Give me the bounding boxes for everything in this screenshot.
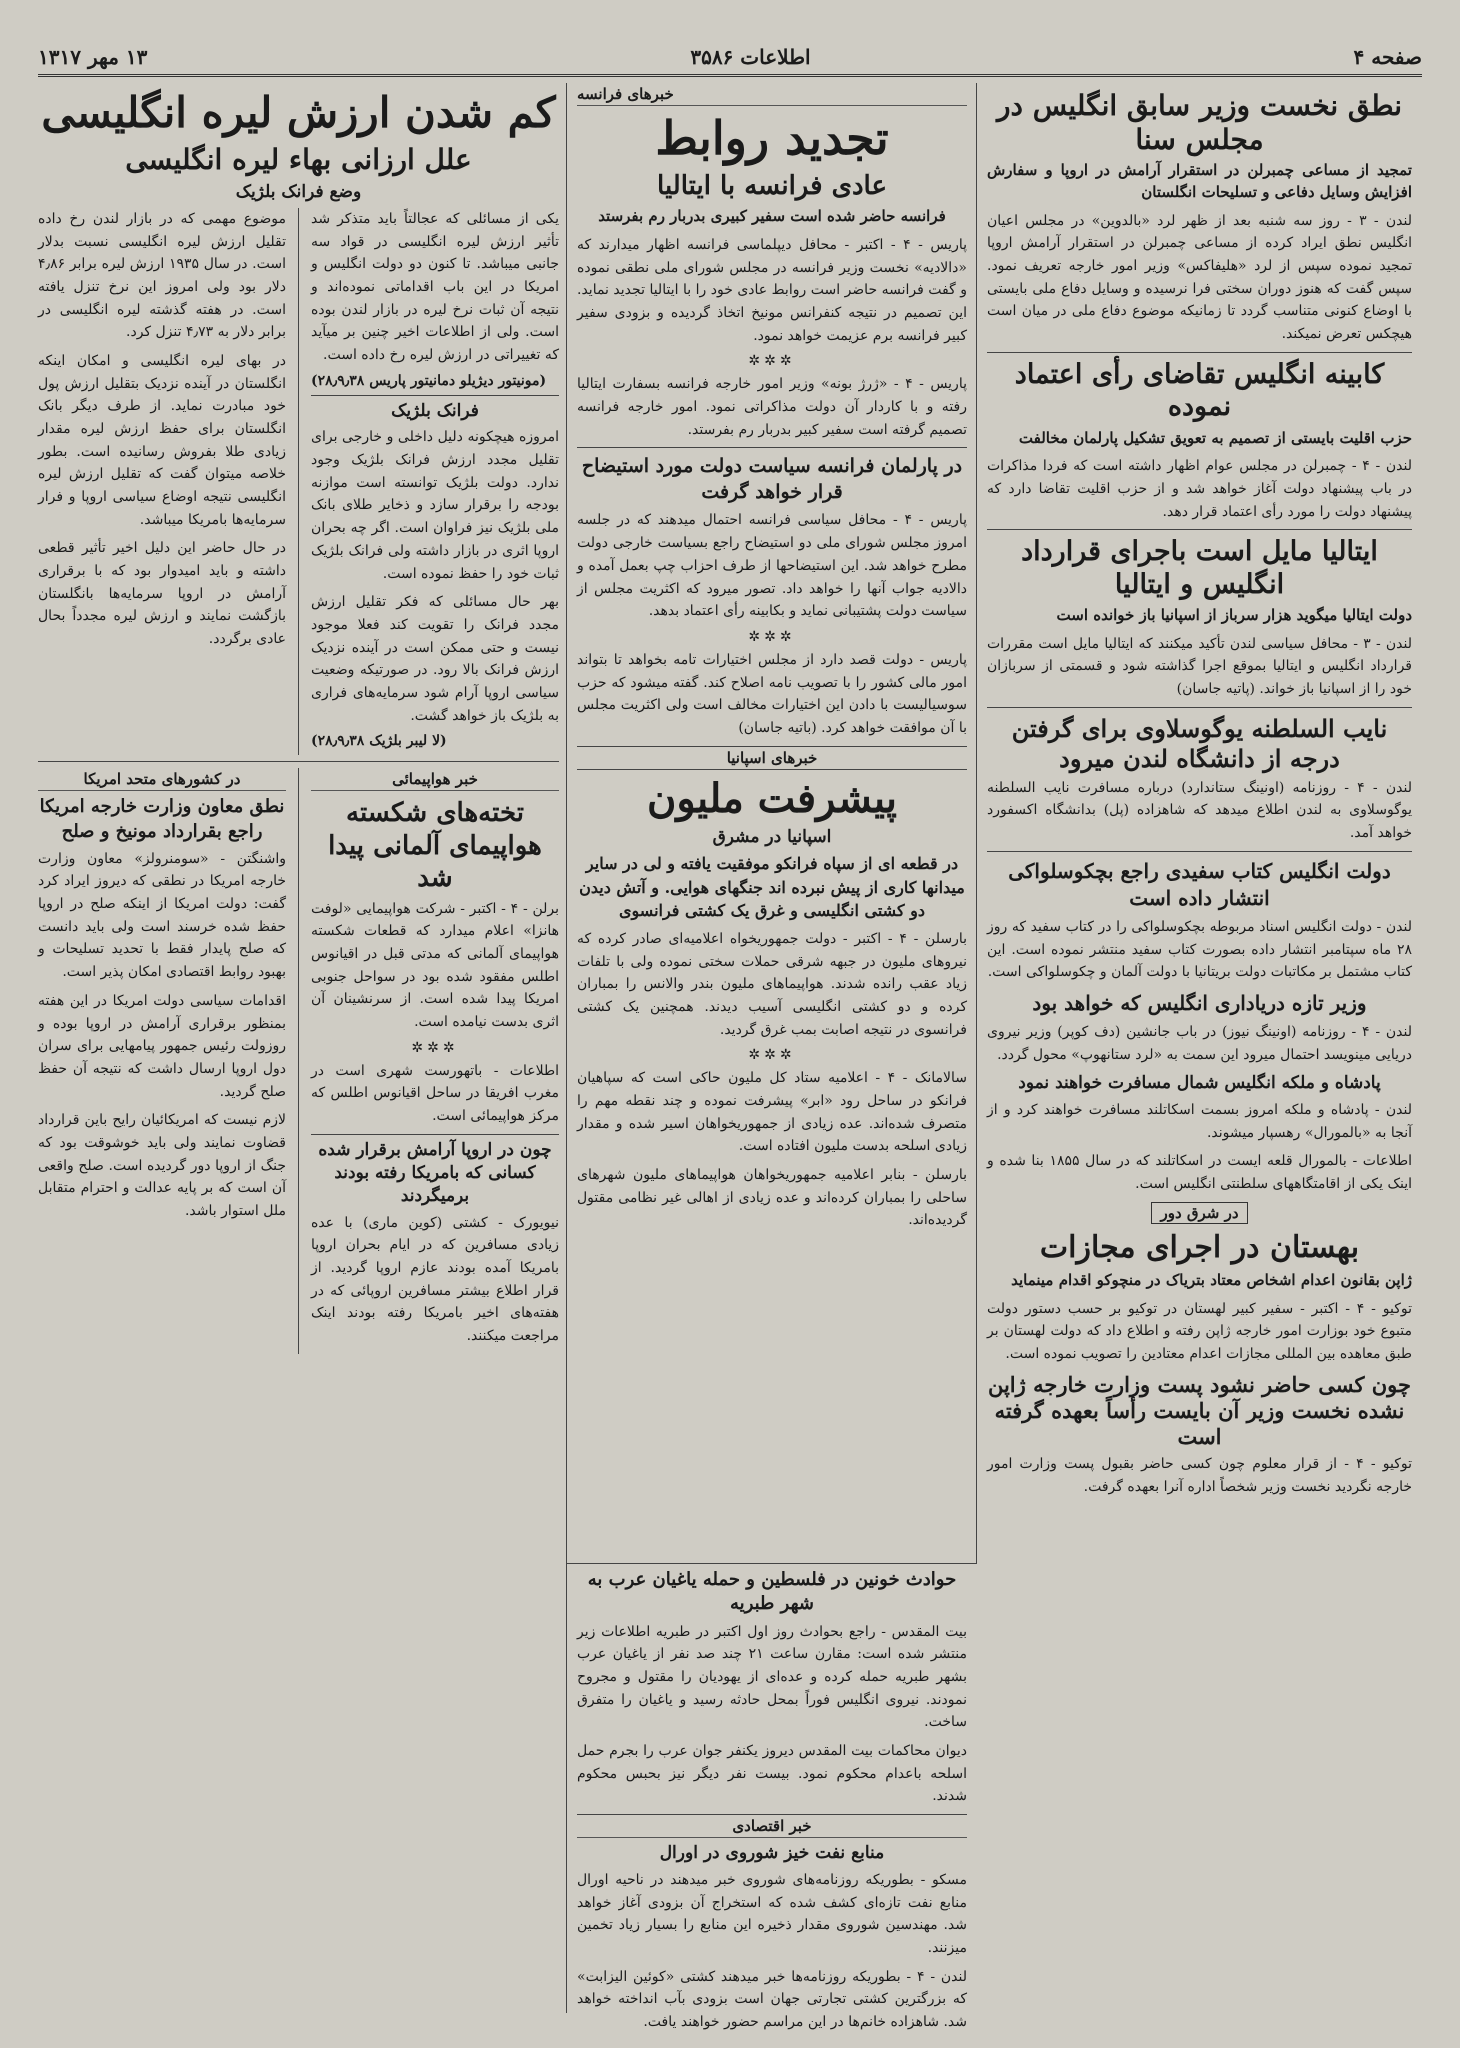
article-body: لندن - ۴ - روزنامه (اونینگ ستاندارد) درباره مسافرت نایب السلطنه یوگوسلاوی به لندن اطلاع میدهد که شاهزاده (پل) بدانشگاه اکسفورد خواهد آمد. xyxy=(987,779,1412,842)
finance-subcol xyxy=(311,208,559,755)
article-headline: ایتالیا مایل است باجرای قرارداد انگلیس و ایتالیا xyxy=(987,529,1412,601)
separator-stars: ✲✲✲ xyxy=(748,353,796,370)
article-subheadline: اسپانیا در مشرق xyxy=(712,826,832,847)
article-headline: چون کسی حاضر نشود پست وزارت خارجه ژاپن نشده نخست وزیر آن بایست رأساً بعهده گرفته است xyxy=(987,1371,1412,1450)
article-body: لندن - ۳ - روز سه شنبه بعد از ظهر لرد «بالدوین» در مجلس اعیان انگلیس نطق ایراد کرده از مساعی چمبرلن در استقرار آرامش اروپا تمجید نموده سپس از لرد «هلیفاکس» وزیر امور خارجه تعریف نمود. سپس گفت که هنوز دوران سختی فرا نرسیده و وسایل دفاع ملی بایستی با اوضاع کنونی متناسب گردد تا زمانیکه موضوع دفاع ملی در میان است هیچکس تعرض نمیکند. xyxy=(987,212,1412,343)
column-grid xyxy=(38,83,1422,2030)
lower-two-col xyxy=(38,768,559,1353)
separator-stars: ✲✲✲ xyxy=(411,1039,459,1056)
article-headline: دولت انگلیس کتاب سفیدی راجع بچکوسلواکی انتشار داده است xyxy=(987,851,1412,912)
article-note: اطلاعات - بالمورال قلعه ایست در اسکاتلند که در سال ۱۸۵۵ بنا شده و اینک یکی از اقامتگاههای سلطنتی انگلیس است. xyxy=(987,1153,1412,1193)
article-lede: فرانسه حاضر شده است سفیر کبیری بدربار رم بفرستد xyxy=(598,207,946,226)
article-headline: وزیر تازه دریاداری انگلیس که خواهد بود xyxy=(1032,990,1367,1015)
article-subheadline: عادی فرانسه با ایتالیا xyxy=(657,170,887,201)
separator-stars: ✲✲✲ xyxy=(748,628,796,645)
article-body: توکیو - ۴ - از قرار معلوم چون کسی حاضر بقبول پست وزارت امور خارجه نگردید نخست وزیر شخصاً اداره آنرا بعهده گرفت. xyxy=(987,1456,1412,1495)
article-headline: کم شدن ارزش لیره انگلیسی xyxy=(41,88,556,137)
article-source: (لا لیبر بلژیک ۲۸٫۹٫۳۸) xyxy=(311,733,447,750)
section-kicker: خبرهای اسپانیا xyxy=(577,746,967,770)
article-headline: بهستان در اجرای مجازات xyxy=(1039,1229,1360,1265)
article-headline: تجدید روابط xyxy=(655,111,889,165)
masthead xyxy=(38,40,1422,77)
article-source: (مونیتور دیژیلو دمانیتور پاریس ۲۸٫۹٫۳۸) xyxy=(311,372,547,389)
article-headline: پیشرفت ملیون xyxy=(646,774,898,822)
article-body: لندن - پادشاه و ملکه امروز بسمت اسکاتلند مسافرت خواهند کرد و از آنجا به «بالمورال» رهسپار میشوند. xyxy=(987,1102,1412,1141)
finance-subcol xyxy=(38,208,286,755)
article-body: اقدامات سیاسی دولت امریکا در این هفته بمنظور برقراری آرامش در اروپا بوده و روزولت رئیس جمهور پیامهایی برای سران دول اروپا ارسال داشت که نتیجه آن حفظ صلح گردید. xyxy=(38,992,286,1100)
separator-stars: ✲✲✲ xyxy=(748,1047,796,1064)
article-body: نیویورک - کشتی (کوین ماری) با عده زیادی مسافرین که در ایام بحران اروپا بامریکا آمده بودند عازم اروپا گردید. از قرار اطلاع بیشتر مسافرین اروپائی که در هفته‌های اخیر بامریکا رفته بودند اینک مراجعت میکنند. xyxy=(311,1214,559,1344)
article-headline: در پارلمان فرانسه سیاست دولت مورد استیضاح قرار خواهد گرفت xyxy=(577,447,967,505)
article-headline: تخته‌های شکسته هواپیمای آلمانی پیدا شد xyxy=(328,798,542,894)
article-headline: فرانک بلژیک xyxy=(311,395,559,423)
article-body: واشنگتن - «سومنرولز» معاون وزارت خارجه امریکا در نطقی که دیروز ایراد کرد گفت: دولت امریکا از اینکه صلح در اروپا حفظ شده خرسند است ولی باید دانست که صلح پایدار فقط با تحدید تسلیحات و بهبود روابط اقتصادی امکان پذیر است. xyxy=(38,850,286,981)
article-body: توکیو - ۴ - اکتبر - سفیر کبیر لهستان در توکیو بر حسب دستور دولت متبوع خود بوزارت امور خارجه ژاپن رفته و اطلاع داد که دولت لهستان بر طبق معاهده بین المللی مجازات اعدام معتادین را تصویب نموده است. xyxy=(987,1300,1412,1362)
article-body: پاریس - ۴ - اکتبر - محافل دیپلماسی فرانسه اظهار میدارند که «دالادیه» نخست وزیر فرانسه در مجلس شورای ملی نطقی نموده و گفت فرانسه حاضر است روابط عادی خود را با ایتالیا تجدید نماید. این تصمیم در نتیجه کنفرانس مونیخ اتخاذ گردیده و بزودی سفیر کبیر فرانسه برم عزیمت خواهد نمود. xyxy=(577,236,967,344)
article-body: در بهای لیره انگلیسی و امکان اینکه انگلستان در آینده نزدیک بتقلیل ارزش پول خود مبادرت نماید. از طرف دیگر بانک انگلستان برای حفظ ارزش لیره مقدار زیادی طلا بفروش رسانیده است. بطور خلاصه میتوان گفت که تقلیل ارزش لیره انگلیسی نتیجه اوضاع سیاسی اروپا و فرار سرمایه‌ها بامریکا میباشد. xyxy=(38,352,286,528)
section-rule xyxy=(38,761,559,762)
article-body: بهر حال مسائلی که فکر تقلیل ارزش مجدد فرانک را تقویت کند فعلا موجود نیست و حتی ممکن است در آینده نزدیک ارزش فرانک بالا رود. در صورتیکه وضعیت سیاسی اروپا آرام شود سرمایه‌های فراری به بلژیک باز خواهد گشت. xyxy=(311,594,559,724)
section-kicker: خبر اقتصادی xyxy=(577,1814,967,1838)
left-column xyxy=(38,83,567,2013)
article-lede: تمجید از مساعی چمبرلن در استقرار آرامش در اروپا و سفارش افزایش وسایل دفاعی و تسلیحات انگلستان xyxy=(987,161,1412,201)
lower-subcol xyxy=(38,768,286,1353)
page-number: صفحه ۴ xyxy=(1353,45,1422,69)
lower-subcol xyxy=(311,768,559,1353)
article-subheadline: علل ارزانی بهاء لیره انگلیسی xyxy=(125,143,472,177)
right-column xyxy=(977,83,1422,2013)
article-body: لندن - ۴ - چمبرلن در مجلس عوام اظهار داشته است که فردا مذاکرات در باب پیشنهاد دولت آغاز خواهد شد و از حزب اقلیت تقاضا دارد که پیشنهاد دولت را مورد رأی اعتماد قرار دهد. xyxy=(987,458,1412,520)
article-body: لندن - ۴ - بطوریکه روزنامه‌ها خبر میدهند کشتی «کوئین الیزابت» که بزرگترین کشتی تجارتی جهان است بزودی بآب انداخته خواهد شد. شاهزاده خانم‌ها در این مراسم حضور خواهند یافت. xyxy=(577,1968,967,2030)
article-headline: چون در اروپا آرامش برقرار شده کسانی که بامریکا رفته بودند برمیگردند xyxy=(311,1134,559,1208)
article-body: بارسلن - ۴ - اکتبر - دولت جمهوریخواه اعلامیه‌ای صادر کرده که نیروهای ملیون در جبهه شرقی حملات سختی نموده ولی با تلفات زیاد عقب رانده شدند. هواپیماهای ملیون بندر والانس را بمباران کرده و دو کشتی انگلیسی آسیب دیدند. همچنین یک کشتی فرانسوی در نتیجه اصابت بمب غرق گردید. xyxy=(577,931,967,1038)
article-headline: نایب السلطنه یوگوسلاوی برای گرفتن درجه از دانشگاه لندن میرود xyxy=(987,707,1412,774)
article-headline: نطق نخست وزیر سابق انگلیس در مجلس سنا xyxy=(996,89,1403,156)
article-body: بارسلن - بنابر اعلامیه جمهوریخواهان هواپیماهای ملیون شهرهای ساحلی را بمباران کرده‌اند و عده زیادی از اهالی غیر نظامی مقتول گردیده‌اند. xyxy=(577,1167,967,1229)
article-body: دیوان محاکمات بیت المقدس دیروز یکنفر جوان عرب را بجرم حمل اسلحه باعدام محکوم نمود. بیست نفر دیگر نیز بحبس محکوم شدند. xyxy=(577,1742,967,1805)
column-rule xyxy=(298,208,299,755)
article-headline: منابع نفت خیز شوروی در اورال xyxy=(659,1842,885,1863)
finance-two-col xyxy=(38,208,559,755)
article-body: برلن - ۴ - اکتبر - شرکت هواپیمایی «لوفت هانزا» اعلام میدارد که قطعات شکسته هواپیمای آلمانی که مدتی قبل در اقیانوس اطلس مفقود شده بود در سواحل جنوبی امریکا پیدا شده است. از سرنشینان آن اثری بدست نیامده است. xyxy=(311,900,559,1031)
article-body: پاریس - ۴ - محافل سیاسی فرانسه احتمال میدهند که در جلسه امروز مجلس شورای ملی دو استیضاح راجع بسیاست خارجی دولت مطرح خواهد شد. این استیضاحها از طرف احزاب چپ بعمل آمده و دالادیه جواب آنها را خواهد داد. تصور میرود که اکثریت مجلس از سیاست دولت پشتیبانی نماید و بکابینه رأی اعتماد بدهد. xyxy=(577,512,967,620)
article-body: امروزه هیچکونه دلیل داخلی و خارجی برای تقلیل مجدد ارزش فرانک بلژیک وجود ندارد. دولت بلژیک توانسته است موازنه بودجه را برقرار سازد و ذخایر طلای بانک ملی بلژیک نیز فراوان است. اگر چه بحران اروپا اثری در بازار داشته ولی فرانک بلژیک ثبات خود را حفظ نموده است. xyxy=(311,429,559,582)
article-body: مسکو - بطوریکه روزنامه‌های شوروی خبر میدهند در ناحیه اورال منابع نفت تازه‌ای کشف شده که استخراج آن بزودی آغاز خواهد شد. مهندسین شوروی مقدار ذخیره این منابع را بسیار زیاد تخمین میزنند. xyxy=(577,1871,967,1956)
section-label: در شرق دور xyxy=(1151,1202,1247,1224)
article-headline: کابینه انگلیس تقاضای رأی اعتماد نموده xyxy=(987,352,1412,424)
article-subheadline: وضع فرانک بلژیک xyxy=(235,181,362,202)
article-body: موضوع مهمی که در بازار لندن رخ داده تقلیل ارزش لیره انگلیسی نسبت بدلار است. در سال ۱۹۳۵ ارزش لیره برابر ۴٫۸۶ دلار بود ولی امروز این نرخ تنزل یافته است. در هفته گذشته لیره انگلیسی در برابر دلار به ۴٫۷۳ تنزل کرد. xyxy=(38,210,286,341)
article-lede: حزب اقلیت بایستی از تصمیم به تعویق تشکیل پارلمان مخالفت xyxy=(1018,428,1412,447)
paper-name: اطلاعات ۳۵۸۶ xyxy=(690,45,811,69)
column-rule xyxy=(298,768,299,1353)
article-body: سالامانک - ۴ - اعلامیه ستاد کل ملیون حاکی است که سپاهیان فرانکو در ساحل رود «ابر» پیشرفت نموده و چند نقطه مهم را متصرف شده‌اند. عده زیادی از جمهوریخواهان اسیر شده و مقدار زیادی اسلحه بدست ملیون افتاده است. xyxy=(577,1070,967,1155)
article-body: پاریس - دولت قصد دارد از مجلس اختیارات تامه بخواهد تا بتواند امور مالی کشور را با تصویب نامه اصلاح کند. گفته میشود که حزب سوسیالیست با دادن این اختیارات مخالف است ولی اکثریت مجلس با آن موافقت خواهد کرد. (باتیه جاسان) xyxy=(577,651,967,736)
issue-date: ۱۳ مهر ۱۳۱۷ xyxy=(38,45,148,69)
article-body: بیت المقدس - راجع بحوادث روز اول اکتبر در طبریه اطلاعات زیر منتشر شده است: مقارن ساعت ۲۱ چند صد نفر از یاغیان عرب بشهر طبریه حمله کرده و عده‌ای از یهودیان را مقتول و مجروح نمودند. نیروی انگلیس فوراً بمحل حادثه رسید و یاغیان را متفرق ساخت. xyxy=(577,1623,967,1731)
article-headline: حوادث خونین در فلسطین و حمله یاغیان عرب به شهر طبریه xyxy=(587,1569,957,1615)
article-lede: دولت ایتالیا میگوید هزار سرباز از اسپانیا باز خوانده است xyxy=(1056,606,1412,625)
article-headline: نطق معاون وزارت خارجه امریکا راجع بقرارداد مونیخ و صلح xyxy=(39,796,285,842)
article-body: لندن - دولت انگلیس اسناد مربوطه بچکوسلواکی را در کتاب سفید که روز ۲۸ ماه سپتامبر انتشار داده بصورت کتاب سفید منتشر نموده است. این کتاب مشتمل بر مکاتبات دولت بریتانیا با دولت آلمان و چکوسلواکی است. xyxy=(987,918,1412,981)
article-body: لازم نیست که امریکائیان رایح باین قرارداد قضاوت نمایند ولی باید خوشوقت بود که جنگ از اروپا دور گردیده است. صلح واقعی آن است که بر پایه عدالت و احترام متقابل ملل استوار باشد. xyxy=(38,1112,286,1219)
section-kicker: در کشورهای متحد امریکا xyxy=(38,768,286,791)
article-body: پاریس - ۴ - «ژرژ بونه» وزیر امور خارجه فرانسه بسفارت ایتالیا رفته و با کاردار آن دولت مذاکراتی نمود. امور خارجه فرانسه تصمیم گرفته است سفیر کبیر بدربار رم بفرستد. xyxy=(577,376,967,438)
article-headline: پادشاه و ملکه انگلیس شمال مسافرت خواهند نمود xyxy=(1018,1073,1381,1094)
article-lede: ژاپن بقانون اعدام اشخاص معتاد بتریاک در منچوکو اقدام مینماید xyxy=(1011,1270,1412,1289)
section-kicker: خبر هواپیمائی xyxy=(311,768,559,791)
article-lede: در قطعه ای از سپاه فرانکو موفقیت یافته و لی در سایر میدانها کاری از پیش نبرده اند جنگهای هوایی. و آتش دیدن دو کشتی انگلیسی و غرق یک کشتی فرانسوی xyxy=(579,854,965,920)
article-note: اطلاعات - باتهورست شهری است در مغرب افریقا در ساحل اقیانوس اطلس که مرکز هواپیمائی است. xyxy=(311,1062,559,1125)
middle-lower-block xyxy=(567,1563,977,2030)
article-body: لندن - ۴ - روزنامه (اونینگ نیوز) در باب جانشین (دف کوپر) وزیر نیروی دریایی مینویسد احتمال میرود این سمت به «لرد ستانهوپ» محول گردد. xyxy=(987,1023,1412,1063)
article-body: لندن - ۳ - محافل سیاسی لندن تأکید میکنند که ایتالیا مایل است مقررات قرارداد انگلیس و ایتالیا بموقع اجرا گذاشته شود و قسمتی از سربازان خود را از اسپانیا باز خواند. (پاتیه جاسان) xyxy=(987,635,1412,698)
section-kicker: خبرهای فرانسه xyxy=(577,83,967,106)
article-body: یکی از مسائلی که عجالتاً باید متذکر شد تأثیر ارزش لیره انگلیسی در قواد سه جانبی میباشد. تا کنون دو دولت انگلیس و امریکا در این باب اقداماتی نموده‌اند و نتیجه آن ثبات نرخ لیره در بازار لندن بوده است. ولی از اطلاعات اخیر چنین بر میآید که تغییراتی در ارزش لیره رخ داده است. xyxy=(311,210,559,363)
article-body: در حال حاضر این دلیل اخیر تأثیر قطعی داشته و باید امیدوار بود که با برقراری آرامش در اروپا سرمایه‌ها بانگلستان بازگشت نمایند و ارزش لیره مجدداً بحال عادی برگردد. xyxy=(38,540,286,647)
